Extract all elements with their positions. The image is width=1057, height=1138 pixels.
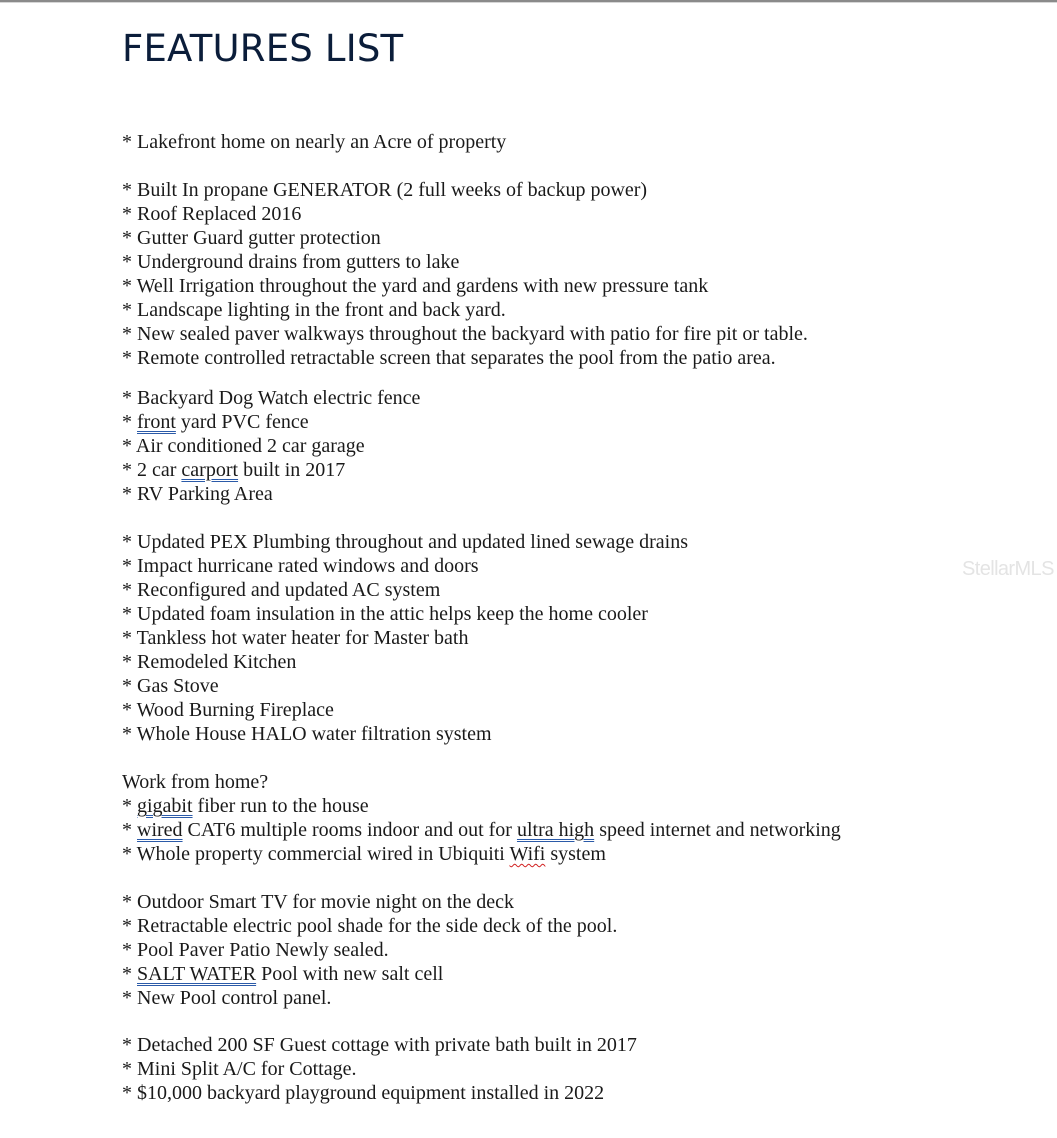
feature-line: * Reconfigured and updated AC system bbox=[122, 579, 441, 601]
feature-line bbox=[122, 842, 606, 866]
line-text: system bbox=[545, 843, 606, 865]
feature-line: * New sealed paver walkways throughout the backyard with patio for fire pit or table. bbox=[122, 323, 808, 345]
feature-line: * Retractable electric pool shade for the side deck of the pool. bbox=[122, 915, 618, 937]
line-text: yard PVC fence bbox=[175, 411, 309, 433]
line-text: fiber run to the house bbox=[192, 795, 369, 817]
feature-line: * Landscape lighting in the front and back yard. bbox=[122, 299, 506, 321]
feature-line: * Backyard Dog Watch electric fence bbox=[122, 387, 421, 409]
feature-line: * Remote controlled retractable screen that separates the pool from the patio area. bbox=[122, 347, 776, 369]
feature-line: * Whole House HALO water filtration system bbox=[122, 723, 492, 745]
feature-line: * Roof Replaced 2016 bbox=[122, 203, 302, 225]
feature-line: * Impact hurricane rated windows and doors bbox=[122, 555, 479, 577]
feature-line bbox=[122, 818, 841, 842]
feature-line: * Underground drains from gutters to lake bbox=[122, 251, 460, 273]
feature-line: * RV Parking Area bbox=[122, 483, 273, 505]
line-text: speed internet and networking bbox=[594, 819, 841, 841]
line-text: * Whole property commercial wired in Ubiquiti bbox=[122, 843, 510, 865]
spelling-flagged-word[interactable]: Wifi bbox=[509, 843, 546, 865]
feature-line: * Built In propane GENERATOR (2 full weeks of backup power) bbox=[122, 179, 648, 201]
line-text: Pool with new salt cell bbox=[256, 963, 444, 985]
grammar-flagged-word[interactable]: carport bbox=[181, 459, 239, 481]
feature-line: * Tankless hot water heater for Master bath bbox=[122, 627, 469, 649]
feature-line: * Mini Split A/C for Cottage. bbox=[122, 1058, 357, 1080]
feature-line: * Pool Paver Patio Newly sealed. bbox=[122, 939, 389, 961]
section-heading: Work from home? bbox=[122, 771, 269, 793]
feature-line: * Air conditioned 2 car garage bbox=[122, 435, 365, 457]
line-text: * bbox=[122, 819, 137, 841]
feature-line bbox=[122, 458, 345, 482]
line-text: * bbox=[122, 963, 137, 985]
feature-line: * Updated foam insulation in the attic helps keep the home cooler bbox=[122, 603, 648, 625]
feature-line: * Well Irrigation throughout the yard and gardens with new pressure tank bbox=[122, 275, 709, 297]
feature-line bbox=[122, 794, 369, 818]
feature-line: * Remodeled Kitchen bbox=[122, 651, 297, 673]
line-text: built in 2017 bbox=[238, 459, 346, 481]
feature-line: * New Pool control panel. bbox=[122, 987, 332, 1009]
grammar-flagged-word[interactable]: SALT WATER bbox=[137, 963, 257, 985]
feature-line: * Lakefront home on nearly an Acre of property bbox=[122, 131, 507, 153]
feature-line: * Wood Burning Fireplace bbox=[122, 699, 334, 721]
grammar-flagged-word[interactable]: ultra high bbox=[516, 819, 595, 841]
feature-line: * Gas Stove bbox=[122, 675, 219, 697]
feature-line bbox=[122, 410, 309, 434]
line-text: CAT6 multiple rooms indoor and out for bbox=[182, 819, 517, 841]
line-text: * 2 car bbox=[122, 459, 182, 481]
page-top-border-shadow bbox=[0, 2, 1057, 3]
line-text: * bbox=[122, 795, 137, 817]
feature-line bbox=[122, 962, 443, 986]
stellarmls-watermark: StellarMLS bbox=[962, 558, 1054, 580]
feature-line: * $10,000 backyard playground equipment installed in 2022 bbox=[122, 1082, 605, 1104]
feature-line: * Updated PEX Plumbing throughout and updated lined sewage drains bbox=[122, 531, 689, 553]
feature-line: * Detached 200 SF Guest cottage with private bath built in 2017 bbox=[122, 1034, 637, 1056]
feature-line: * Gutter Guard gutter protection bbox=[122, 227, 381, 249]
grammar-flagged-word[interactable]: gigabit bbox=[137, 795, 193, 817]
document-title: FEATURES LIST bbox=[122, 27, 404, 70]
grammar-flagged-word[interactable]: front bbox=[137, 411, 176, 433]
line-text: * bbox=[122, 411, 137, 433]
grammar-flagged-word[interactable]: wired bbox=[137, 819, 183, 841]
feature-line: * Outdoor Smart TV for movie night on the deck bbox=[122, 891, 514, 913]
